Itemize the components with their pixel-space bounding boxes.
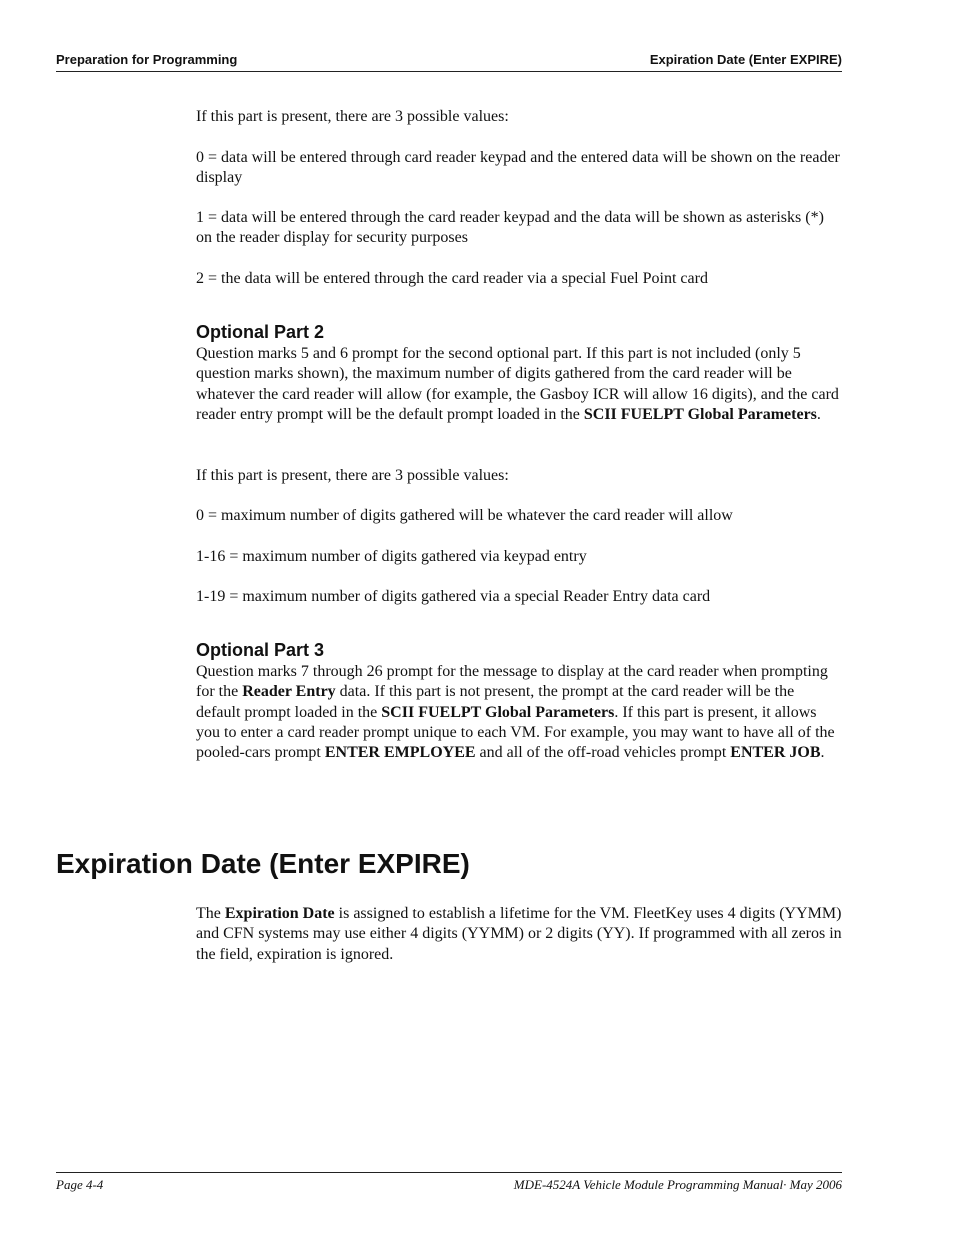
part2-description: Question marks 5 and 6 prompt for the second optional part. If this part is not included (only 5 question marks shown), the maximum number of digits gathered from the card reader will be whatever the card reader will allow (for example, the Gasboy ICR will allow 16 digits), and the card reader entry prompt will be the default prompt loaded in the SCII FUELPT Global Parameters. [196,345,839,423]
part1-intro: If this part is present, there are 3 possible values: [196,108,509,125]
page-header [56,52,842,67]
header-rule [56,71,842,72]
part2-value-2: 1-19 = maximum number of digits gathered via a special Reader Entry data card [196,588,711,605]
part1-value-1: 1 = data will be entered through the card reader keypad and the data will be shown as asterisks (*) on the reader display for security purposes [196,209,824,247]
header-topic-title: Expiration Date (Enter EXPIRE) [649,52,842,67]
part2-intro: If this part is present, there are 3 possible values: [196,467,509,484]
part1-value-2: 2 = the data will be entered through the card reader via a special Fuel Point card [196,270,708,287]
page-number: Page 4-4 [56,1177,104,1192]
optional-part-2-heading: Optional Part 2 [196,322,325,342]
expiration-date-heading: Expiration Date (Enter EXPIRE) [56,848,470,879]
part2-value-0: 0 = maximum number of digits gathered will be whatever the card reader will allow [196,507,733,524]
header-section-title: Preparation for Programming [56,52,238,67]
document-title: MDE-4524A Vehicle Module Programming Manual· May 2006 [513,1177,842,1192]
expiration-description: The Expiration Date is assigned to establish a lifetime for the VM. FleetKey uses 4 digits (YYMM) and CFN systems may use either 4 digits (YYMM) or 2 digits (YY). If programmed with all zeros in the field, expiration is ignored. [196,905,842,963]
footer-rule [56,1172,842,1173]
page-footer [56,1177,842,1193]
part2-value-1: 1-16 = maximum number of digits gathered via keypad entry [196,548,587,565]
part1-value-0: 0 = data will be entered through card reader keypad and the entered data will be shown on the reader display [196,149,840,187]
part3-description: Question marks 7 through 26 prompt for the message to display at the card reader when prompting for the Reader Entry data. If this part is not present, the prompt at the card reader will be the default prompt loaded in the SCII FUELPT Global Parameters. If this part is present, it allows you to enter a card reader prompt unique to each VM. For example, you may want to have all of the pooled-cars prompt ENTER EMPLOYEE and all of the off-road vehicles prompt ENTER JOB. [196,663,835,762]
optional-part-3-heading: Optional Part 3 [196,640,325,660]
